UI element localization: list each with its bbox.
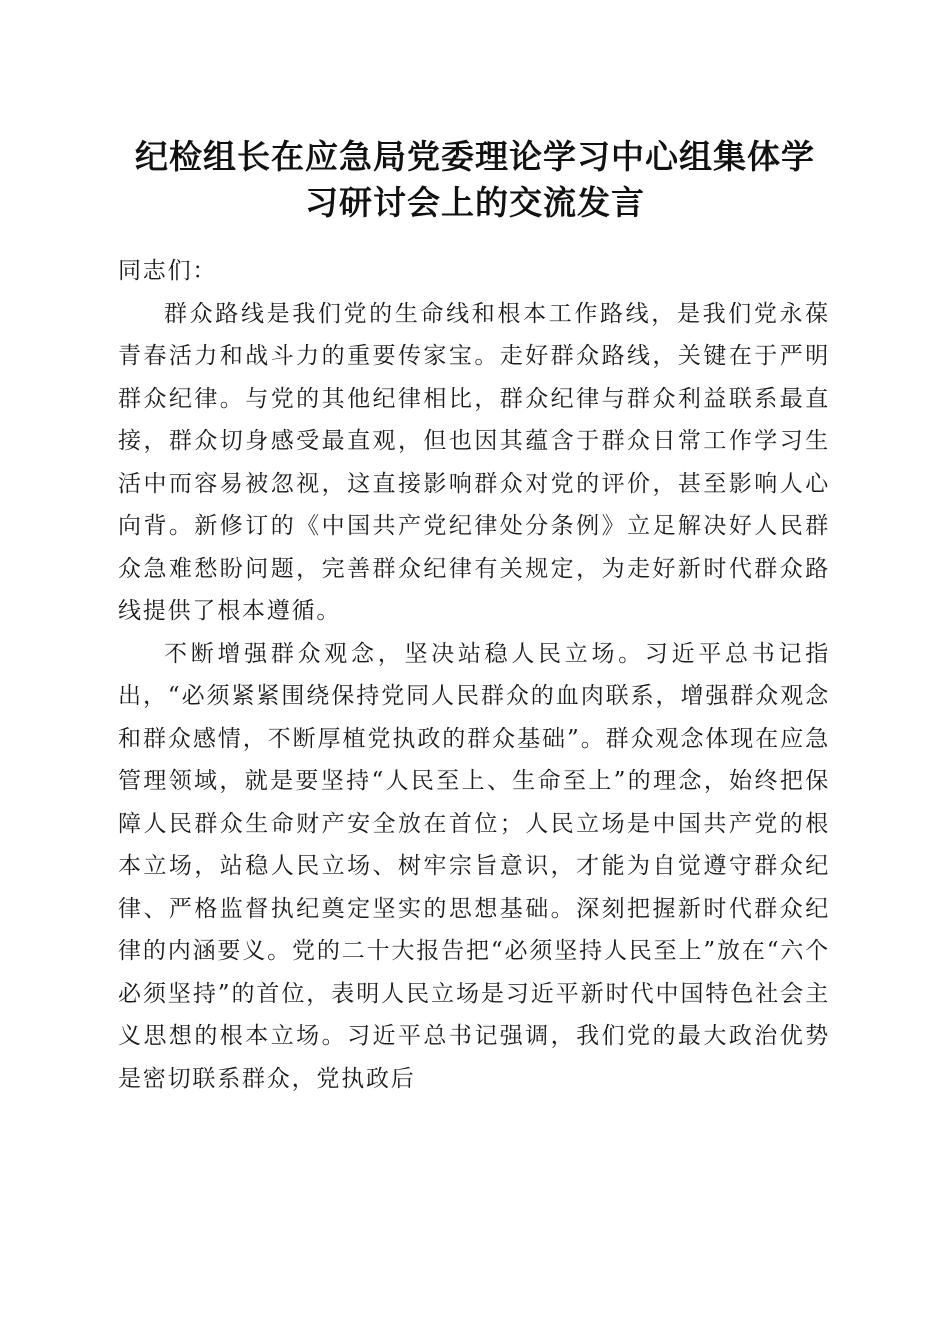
- title-line-1: 纪检组长在应急局党委理论学习中心组集体学: [135, 137, 815, 176]
- paragraph: 群众路线是我们党的生命线和根本工作路线，是我们党永葆青春活力和战斗力的重要传家宝。走好群众路线，关键在于严明群众纪律。与党的其他纪律相比，群众纪律与群众利益联系最直接，群众切身感受最直观，但也因其蕴含于群众日常工作学习生活中而容易被忽视，这直接影响群众对党的评价，甚至影响人心向背。新修订的《中国共产党纪律处分条例》立足解决好人民群众急难愁盼问题，完善群众纪律有关规定，为走好新时代群众路线提供了根本遵循。: [118, 300, 830, 624]
- document-body: [118, 250, 830, 1100]
- salutation: 同志们：: [118, 258, 218, 284]
- paragraph: 不断增强群众观念，坚决站稳人民立场。习近平总书记指出，“必须紧紧围绕保持党同人民群众的血肉联系，增强群众观念和群众感情，不断厚植党执政的群众基础”。群众观念体现在应急管理领域，就是要坚持“人民至上、生命至上”的理念，始终把保障人民群众生命财产安全放在首位；人民立场是中国共产党的根本立场，站稳人民立场、树牢宗旨意识，才能为自觉遵守群众纪律、严格监督执纪奠定坚实的思想基础。深刻把握新时代群众纪律的内涵要义。党的二十大报告把“必须坚持人民至上”放在“六个必须坚持”的首位，表明人民立场是习近平新时代中国特色社会主义思想的根本立场。习近平总书记强调，我们党的最大政治优势是密切联系群众，党执政后: [118, 640, 830, 1092]
- document-title: [100, 134, 850, 226]
- title-line-2: 习研讨会上的交流发言: [305, 183, 645, 222]
